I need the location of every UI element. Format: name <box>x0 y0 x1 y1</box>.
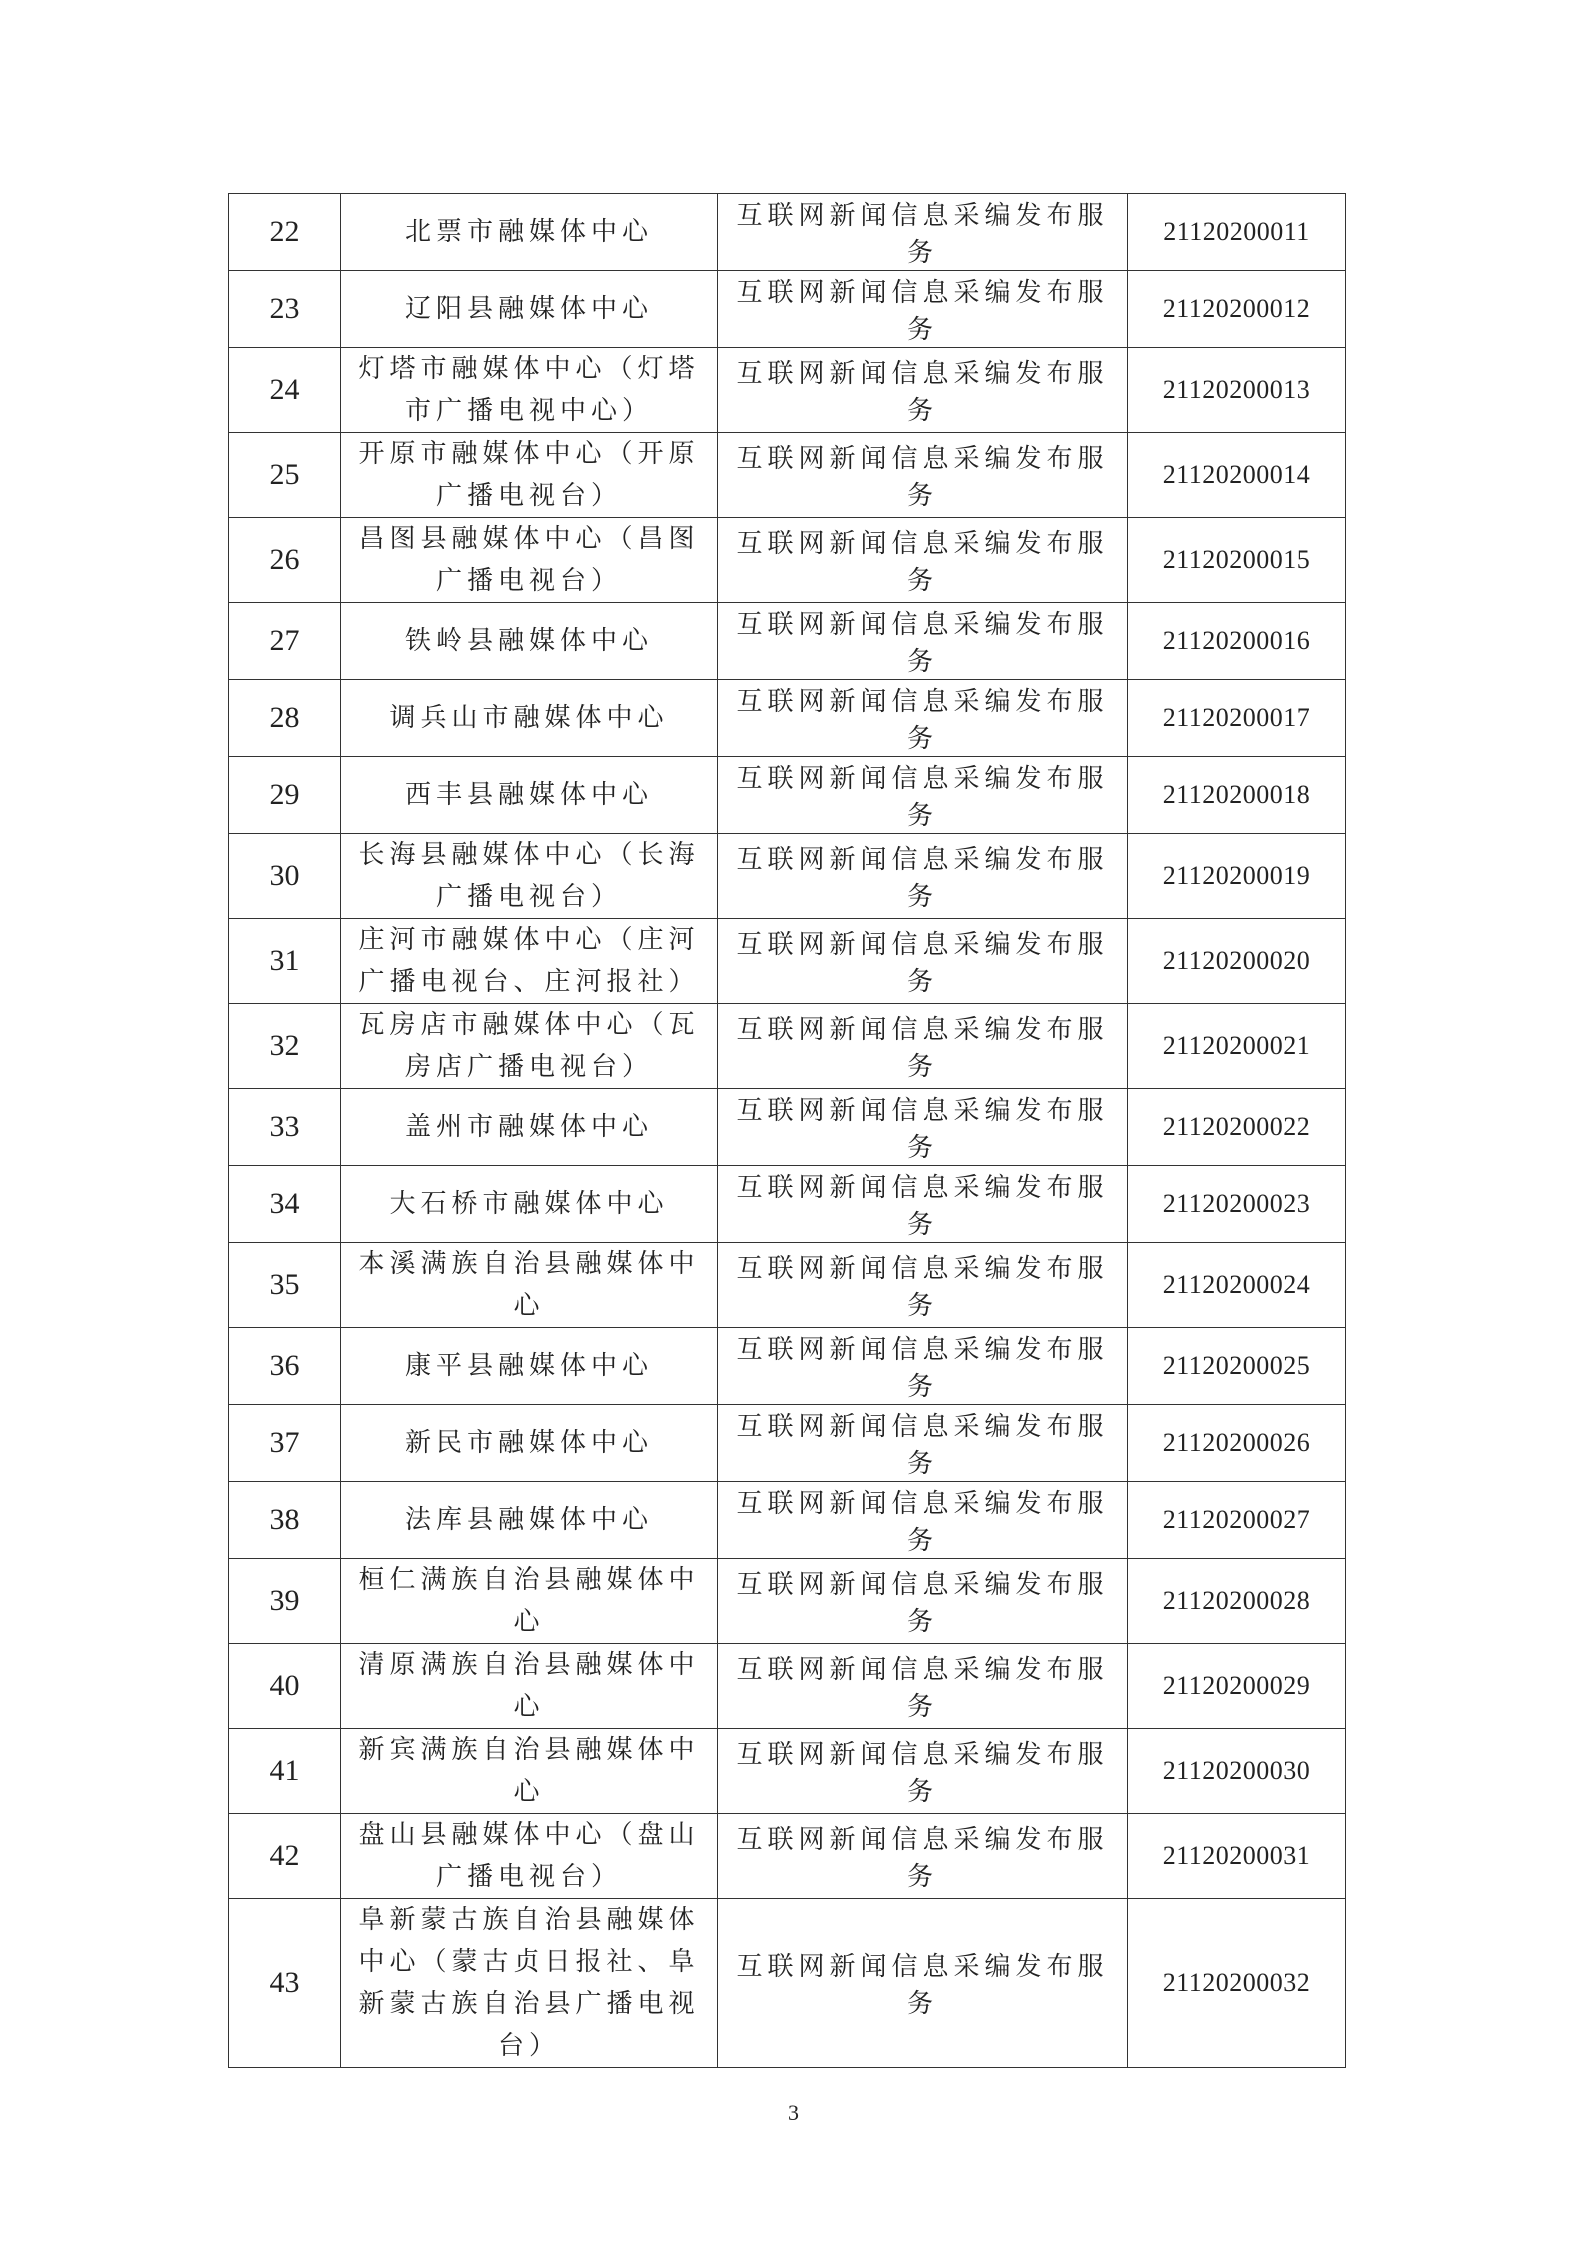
table-row <box>229 757 1346 834</box>
service-type: 互联网新闻信息采编发布服务 <box>718 1729 1128 1814</box>
service-type: 互联网新闻信息采编发布服务 <box>718 680 1128 757</box>
row-number: 36 <box>229 1328 341 1405</box>
organization-name: 庄河市融媒体中心（庄河广播电视台、庄河报社） <box>341 919 718 1004</box>
row-number: 37 <box>229 1405 341 1482</box>
table-row <box>229 348 1346 433</box>
license-code: 21120200015 <box>1128 518 1346 603</box>
row-number: 35 <box>229 1243 341 1328</box>
row-number: 28 <box>229 680 341 757</box>
organization-name: 开原市融媒体中心（开原广播电视台） <box>341 433 718 518</box>
row-number: 27 <box>229 603 341 680</box>
table-row <box>229 1899 1346 2068</box>
organization-name: 长海县融媒体中心（长海广播电视台） <box>341 834 718 919</box>
service-type: 互联网新闻信息采编发布服务 <box>718 271 1128 348</box>
row-number: 43 <box>229 1899 341 2068</box>
license-code: 21120200027 <box>1128 1482 1346 1559</box>
table-row <box>229 1482 1346 1559</box>
organization-name: 阜新蒙古族自治县融媒体中心（蒙古贞日报社、阜新蒙古族自治县广播电视台） <box>341 1899 718 2068</box>
row-number: 22 <box>229 194 341 271</box>
service-type: 互联网新闻信息采编发布服务 <box>718 1482 1128 1559</box>
license-code: 21120200016 <box>1128 603 1346 680</box>
table-row <box>229 1004 1346 1089</box>
table-row <box>229 1729 1346 1814</box>
table-row <box>229 1644 1346 1729</box>
row-number: 25 <box>229 433 341 518</box>
service-type: 互联网新闻信息采编发布服务 <box>718 348 1128 433</box>
license-code: 21120200030 <box>1128 1729 1346 1814</box>
license-code: 21120200023 <box>1128 1166 1346 1243</box>
license-code: 21120200032 <box>1128 1899 1346 2068</box>
license-code: 21120200026 <box>1128 1405 1346 1482</box>
organization-name: 新宾满族自治县融媒体中心 <box>341 1729 718 1814</box>
organization-name: 大石桥市融媒体中心 <box>341 1166 718 1243</box>
service-type: 互联网新闻信息采编发布服务 <box>718 1899 1128 2068</box>
table-row <box>229 1089 1346 1166</box>
row-number: 30 <box>229 834 341 919</box>
organization-name: 法库县融媒体中心 <box>341 1482 718 1559</box>
license-code: 21120200018 <box>1128 757 1346 834</box>
row-number: 39 <box>229 1559 341 1644</box>
license-code: 21120200012 <box>1128 271 1346 348</box>
organization-name: 康平县融媒体中心 <box>341 1328 718 1405</box>
service-type: 互联网新闻信息采编发布服务 <box>718 518 1128 603</box>
organization-name: 铁岭县融媒体中心 <box>341 603 718 680</box>
row-number: 42 <box>229 1814 341 1899</box>
table-row <box>229 1559 1346 1644</box>
organization-name: 新民市融媒体中心 <box>341 1405 718 1482</box>
service-type: 互联网新闻信息采编发布服务 <box>718 603 1128 680</box>
service-type: 互联网新闻信息采编发布服务 <box>718 1559 1128 1644</box>
row-number: 40 <box>229 1644 341 1729</box>
organization-name: 灯塔市融媒体中心（灯塔市广播电视中心） <box>341 348 718 433</box>
table-row <box>229 1166 1346 1243</box>
license-code: 21120200011 <box>1128 194 1346 271</box>
license-code: 21120200022 <box>1128 1089 1346 1166</box>
row-number: 32 <box>229 1004 341 1089</box>
row-number: 34 <box>229 1166 341 1243</box>
table-row <box>229 603 1346 680</box>
service-type: 互联网新闻信息采编发布服务 <box>718 1089 1128 1166</box>
organization-name: 北票市融媒体中心 <box>341 194 718 271</box>
license-code: 21120200021 <box>1128 1004 1346 1089</box>
row-number: 33 <box>229 1089 341 1166</box>
table-row <box>229 680 1346 757</box>
license-code: 21120200028 <box>1128 1559 1346 1644</box>
service-type: 互联网新闻信息采编发布服务 <box>718 433 1128 518</box>
table-row <box>229 433 1346 518</box>
service-type: 互联网新闻信息采编发布服务 <box>718 1814 1128 1899</box>
license-code: 21120200031 <box>1128 1814 1346 1899</box>
license-code: 21120200024 <box>1128 1243 1346 1328</box>
organization-name: 清原满族自治县融媒体中心 <box>341 1644 718 1729</box>
organization-name: 本溪满族自治县融媒体中心 <box>341 1243 718 1328</box>
service-type: 互联网新闻信息采编发布服务 <box>718 1328 1128 1405</box>
service-type: 互联网新闻信息采编发布服务 <box>718 834 1128 919</box>
license-code: 21120200029 <box>1128 1644 1346 1729</box>
service-type: 互联网新闻信息采编发布服务 <box>718 757 1128 834</box>
table-row <box>229 194 1346 271</box>
row-number: 38 <box>229 1482 341 1559</box>
service-type: 互联网新闻信息采编发布服务 <box>718 1243 1128 1328</box>
service-type: 互联网新闻信息采编发布服务 <box>718 1004 1128 1089</box>
license-code: 21120200017 <box>1128 680 1346 757</box>
organization-name: 辽阳县融媒体中心 <box>341 271 718 348</box>
service-type: 互联网新闻信息采编发布服务 <box>718 1644 1128 1729</box>
table-row <box>229 518 1346 603</box>
row-number: 41 <box>229 1729 341 1814</box>
license-code: 21120200020 <box>1128 919 1346 1004</box>
license-table <box>228 193 1346 2068</box>
row-number: 24 <box>229 348 341 433</box>
license-code: 21120200025 <box>1128 1328 1346 1405</box>
organization-name: 调兵山市融媒体中心 <box>341 680 718 757</box>
license-code: 21120200019 <box>1128 834 1346 919</box>
service-type: 互联网新闻信息采编发布服务 <box>718 919 1128 1004</box>
table-row <box>229 271 1346 348</box>
organization-name: 盖州市融媒体中心 <box>341 1089 718 1166</box>
table-row <box>229 1243 1346 1328</box>
service-type: 互联网新闻信息采编发布服务 <box>718 1405 1128 1482</box>
table-row <box>229 1328 1346 1405</box>
organization-name: 瓦房店市融媒体中心（瓦房店广播电视台） <box>341 1004 718 1089</box>
service-type: 互联网新闻信息采编发布服务 <box>718 1166 1128 1243</box>
table-row <box>229 1814 1346 1899</box>
table-row <box>229 919 1346 1004</box>
organization-name: 昌图县融媒体中心（昌图广播电视台） <box>341 518 718 603</box>
table-row <box>229 834 1346 919</box>
license-code: 21120200013 <box>1128 348 1346 433</box>
service-type: 互联网新闻信息采编发布服务 <box>718 194 1128 271</box>
organization-name: 盘山县融媒体中心（盘山广播电视台） <box>341 1814 718 1899</box>
table-row <box>229 1405 1346 1482</box>
row-number: 31 <box>229 919 341 1004</box>
row-number: 26 <box>229 518 341 603</box>
organization-name: 西丰县融媒体中心 <box>341 757 718 834</box>
organization-name: 桓仁满族自治县融媒体中心 <box>341 1559 718 1644</box>
license-code: 21120200014 <box>1128 433 1346 518</box>
row-number: 23 <box>229 271 341 348</box>
page-number: 3 <box>788 2100 799 2125</box>
row-number: 29 <box>229 757 341 834</box>
